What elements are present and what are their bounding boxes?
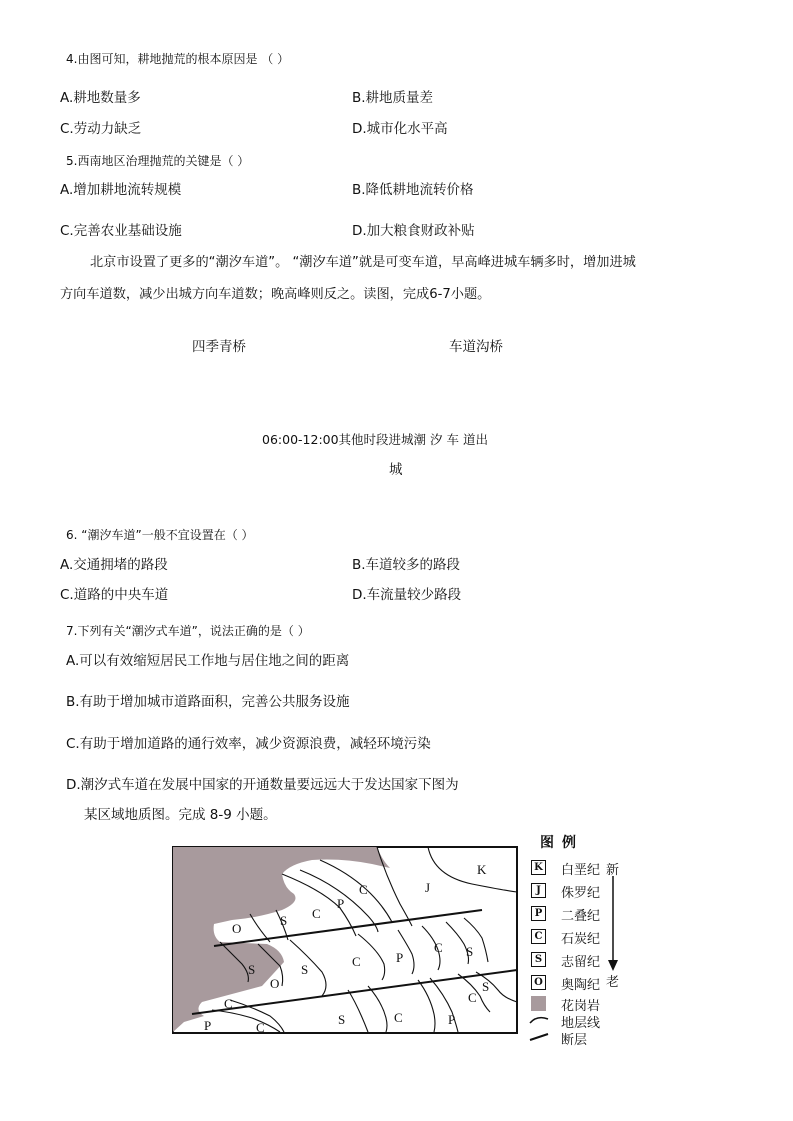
legend-code-j: J [531, 883, 546, 898]
q6-option-d: D.车流量较少路段 [352, 587, 462, 603]
fault-line-icon [529, 1031, 549, 1043]
q7-option-b: B.有助于增加城市道路面积，完善公共服务设施 [66, 694, 350, 710]
map-label-k: K [477, 862, 487, 877]
map-label-s6: S [338, 1012, 346, 1027]
intro-line-2: 方向车道数，减少出城方向车道数；晚高峰则反之。读图，完成6-7小题。 [60, 287, 491, 302]
q6-option-a: A.交通拥堵的路段 [60, 557, 168, 573]
legend-old-label: 老 [606, 975, 620, 990]
map-label-c8: C [394, 1010, 403, 1025]
q5-stem: 5.西南地区治理抛荒的关键是（ ） [66, 154, 250, 168]
map-label-p4: P [204, 1018, 212, 1033]
figure-label-sijiqing-bridge: 四季青桥 [192, 339, 246, 355]
q7-stem: 7.下列有关“潮汐式车道”，说法正确的是（ ） [66, 624, 310, 638]
stratum-line-icon [529, 1014, 549, 1026]
q7-option-d-continued: 某区域地质图。完成 8-9 小题。 [84, 807, 277, 823]
map-label-c7: C [468, 990, 477, 1005]
q6-option-b: B.车道较多的路段 [352, 557, 461, 573]
legend-code-k: K [531, 860, 546, 875]
map-label-c1: C [359, 882, 368, 897]
q4-option-c: C.劳动力缺乏 [60, 121, 142, 137]
q4-stem: 4.由图可知，耕地抛荒的根本原因是 （ ） [66, 52, 290, 66]
map-label-s5: S [482, 979, 490, 994]
figure-caption-line-2: 城 [389, 462, 403, 478]
legend-title: 图例 [540, 835, 584, 851]
map-label-p1: P [337, 896, 345, 911]
map-label-o1: O [232, 921, 242, 936]
intro-line-1: 北京市设置了更多的“潮汐车道”。 “潮汐车道”就是可变车道，早高峰进城车辆多时，增加进城 [90, 255, 636, 270]
age-arrow-icon [608, 876, 618, 972]
map-label-p3: P [448, 1012, 456, 1027]
legend-new-label: 新 [606, 863, 620, 878]
figure-label-chedaogou-bridge: 车道沟桥 [449, 339, 503, 355]
legend-code-p: P [531, 906, 546, 921]
q4-option-a: A.耕地数量多 [60, 90, 141, 106]
geological-map [172, 846, 518, 1034]
q5-option-c: C.完善农业基础设施 [60, 223, 182, 239]
q5-option-b: B.降低耕地流转价格 [352, 182, 474, 198]
q6-stem: 6. “潮汐车道”一般不宜设置在（ ） [66, 528, 254, 542]
q7-option-c: C.有助于增加道路的通行效率，减少资源浪费，减轻环境污染 [66, 736, 431, 752]
legend-code-c: C [531, 929, 546, 944]
map-label-c9: C [256, 1020, 265, 1034]
map-label-s3: S [466, 944, 474, 959]
figure-caption-line-1: 06:00-12:00其他时段进城潮 汐 车 道出 [262, 432, 488, 447]
q7-option-a: A.可以有效缩短居民工作地与居住地之间的距离 [66, 653, 350, 669]
q4-option-b: B.耕地质量差 [352, 90, 434, 106]
map-label-c4: C [434, 940, 443, 955]
map-label-o2: O [270, 976, 280, 991]
map-label-s4: S [248, 962, 256, 977]
map-label-c2: C [312, 906, 321, 921]
map-label-c6: C [224, 996, 233, 1011]
map-label-p2: P [396, 950, 404, 965]
q5-option-a: A.增加耕地流转规模 [60, 182, 182, 198]
q4-option-d: D.城市化水平高 [352, 121, 448, 137]
q7-option-d: D.潮汐式车道在发展中国家的开通数量要远远大于发达国家下图为 [66, 777, 459, 793]
legend-granite-swatch [531, 996, 546, 1011]
q5-option-d: D.加大粮食财政补贴 [352, 223, 475, 239]
q6-option-c: C.道路的中央车道 [60, 587, 169, 603]
map-label-c3: C [352, 954, 361, 969]
legend-code-s: S [531, 952, 546, 967]
map-label-j: J [425, 880, 431, 895]
legend-code-o: O [531, 975, 546, 990]
map-label-s1: S [280, 913, 288, 928]
map-label-s2: S [301, 962, 309, 977]
